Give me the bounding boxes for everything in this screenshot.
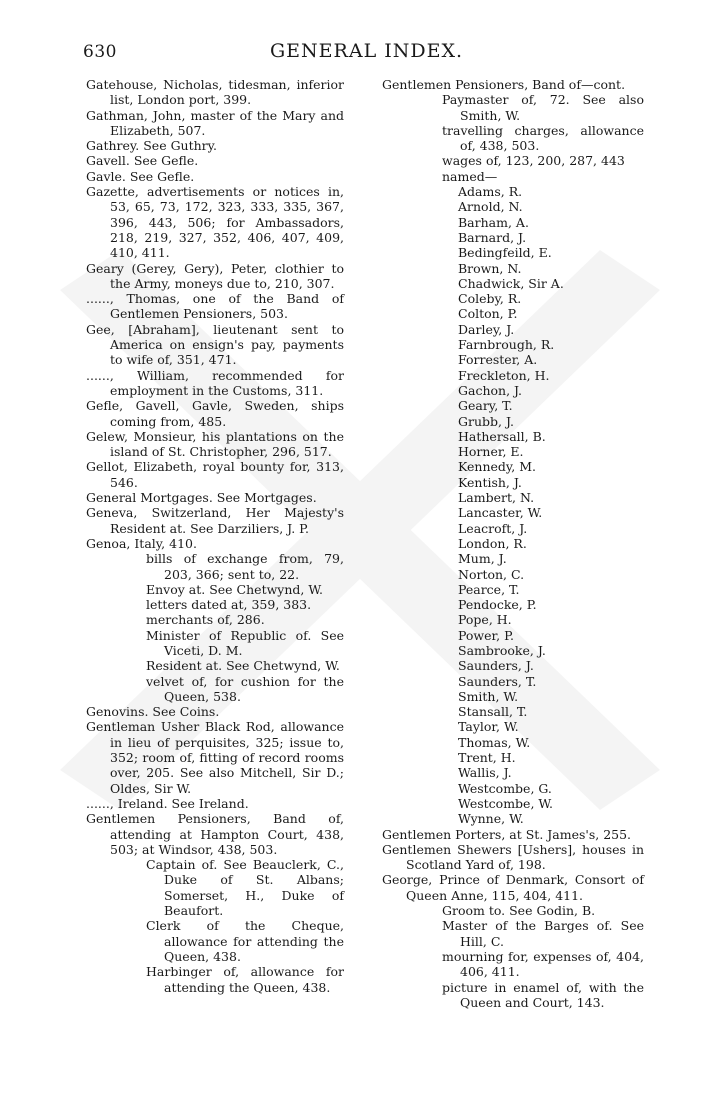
index-entry: wages of, 123, 200, 287, 443 bbox=[442, 153, 625, 169]
page-title: GENERAL INDEX. bbox=[270, 40, 464, 62]
index-entry: Westcombe, G. bbox=[458, 780, 552, 796]
index-entry: Gellot, Elizabeth, royal bounty for, 313, 546. bbox=[86, 459, 344, 490]
index-entry: Thomas, W. bbox=[458, 734, 531, 750]
index-entry: Saunders, J. bbox=[458, 658, 534, 674]
index-entry: Genovins. See Coins. bbox=[86, 704, 220, 720]
index-entry: Paymaster of, 72. See also Smith, W. bbox=[442, 92, 644, 123]
page-number: 630 bbox=[83, 42, 117, 62]
index-entry: Kennedy, M. bbox=[458, 459, 537, 475]
index-entry: ......, Thomas, one of the Band of Gentlemen Pensioners, 503. bbox=[86, 291, 344, 322]
index-entry: Harbinger of, allowance for attending the Queen, 438. bbox=[146, 964, 344, 995]
index-entry: George, Prince of Denmark, Consort of Queen Anne, 115, 404, 411. bbox=[382, 872, 644, 903]
index-entry: Power, P. bbox=[458, 627, 514, 643]
index-entry: travelling charges, allowance of, 438, 503. bbox=[442, 122, 644, 154]
index-entry: Gentlemen Pensioners, Band of, attending at Hampton Court, 438, 503; at Windsor, 438, 503. bbox=[86, 811, 344, 857]
index-entry: Barham, A. bbox=[458, 214, 529, 230]
index-entry: ......, William, recommended for employment in the Customs, 311. bbox=[86, 367, 344, 398]
index-entry: merchants of, 286. bbox=[146, 612, 265, 628]
index-entry: Westcombe, W. bbox=[458, 795, 554, 811]
index-entry: Gazette, advertisements or notices in, 53, 65, 73, 172, 323, 333, 335, 367, 396, 443, 506; for Ambassadors, 218, 219, 327, 352, 406, 407, 409, 410, 411. bbox=[86, 184, 344, 261]
index-entry: Gee, [Abraham], lieutenant sent to America on ensign's pay, payments to wife of, 351, 471. bbox=[86, 321, 344, 368]
index-entry: Taylor, W. bbox=[458, 719, 519, 735]
index-entry: Hathersall, B. bbox=[458, 428, 546, 444]
index-entry: Forrester, A. bbox=[458, 352, 538, 368]
index-entry: Farnbrough, R. bbox=[458, 337, 555, 353]
index-entry: bills of exchange from, 79, 203, 366; sent to, 22. bbox=[146, 551, 344, 582]
index-entry: Trent, H. bbox=[458, 750, 516, 766]
index-entry: picture in enamel of, with the Queen and Court, 143. bbox=[442, 979, 644, 1010]
index-entry: velvet of, for cushion for the Queen, 538. bbox=[146, 673, 344, 704]
right-column bbox=[382, 77, 644, 1010]
index-entry: Sambrooke, J. bbox=[458, 642, 546, 658]
index-entry: Smith, W. bbox=[458, 688, 519, 704]
index-entry: Mum, J. bbox=[458, 551, 507, 567]
index-entry: Geary, T. bbox=[458, 398, 513, 414]
index-entry: Gentleman Usher Black Rod, allowance in lieu of perquisites, 325; issue to, 352; room of, fitting of record rooms over, 205. See also Mitchell, Sir D.; Oldes, Sir W. bbox=[86, 719, 344, 796]
index-entry: Geary (Gerey, Gery), Peter, clothier to the Army, moneys due to, 210, 307. bbox=[86, 260, 344, 291]
index-entry: mourning for, expenses of, 404, 406, 411. bbox=[442, 948, 644, 980]
index-entry: Darley, J. bbox=[458, 321, 515, 337]
index-entry: Freckleton, H. bbox=[458, 367, 550, 383]
index-entry: Genoa, Italy, 410. bbox=[86, 535, 197, 551]
index-entry: Lambert, N. bbox=[458, 490, 535, 506]
index-entry: General Mortgages. See Mortgages. bbox=[86, 490, 317, 506]
index-entry: Saunders, T. bbox=[458, 673, 537, 689]
index-entry: Gelew, Monsieur, his plantations on the island of St. Christopher, 296, 517. bbox=[86, 428, 344, 460]
index-entry: ......, Ireland. See Ireland. bbox=[86, 795, 249, 811]
index-entry: Gathman, John, master of the Mary and Elizabeth, 507. bbox=[86, 107, 344, 138]
index-entry: Grubb, J. bbox=[458, 413, 514, 429]
left-column bbox=[86, 77, 344, 995]
index-entry: London, R. bbox=[458, 535, 527, 551]
index-entry: Master of the Barges of. See Hill, C. bbox=[442, 918, 644, 949]
index-entry: Wynne, W. bbox=[458, 811, 524, 827]
index-entry: Lancaster, W. bbox=[458, 505, 543, 521]
index-entry: Gachon, J. bbox=[458, 382, 523, 398]
index-entry: Stansall, T. bbox=[458, 704, 528, 720]
index-entry: Adams, R. bbox=[458, 184, 523, 200]
index-entry: Horner, E. bbox=[458, 444, 524, 460]
index-entry: Colton, P. bbox=[458, 306, 518, 322]
index-entry: Gentlemen Shewers [Ushers], houses in Scotland Yard of, 198. bbox=[382, 841, 644, 873]
index-entry: Norton, C. bbox=[458, 566, 525, 582]
index-entry: Chadwick, Sir A. bbox=[458, 275, 564, 291]
index-entry: Pearce, T. bbox=[458, 581, 520, 597]
index-entry: Kentish, J. bbox=[458, 474, 522, 490]
index-entry: Arnold, N. bbox=[458, 199, 523, 215]
index-entry: Gavle. See Gefle. bbox=[86, 168, 195, 184]
index-entry: Leacroft, J. bbox=[458, 520, 528, 536]
index-entry: Gathrey. See Guthry. bbox=[86, 138, 218, 154]
index-entry: Gentlemen Pensioners, Band of—cont. bbox=[382, 77, 626, 92]
index-entry: Pope, H. bbox=[458, 612, 512, 628]
index-entry: Wallis, J. bbox=[458, 765, 512, 781]
index-entry: Groom to. See Godin, B. bbox=[442, 903, 596, 919]
index-entry: Barnard, J. bbox=[458, 229, 527, 245]
index-entry: Gentlemen Porters, at St. James's, 255. bbox=[382, 826, 632, 842]
index-entry: Gatehouse, Nicholas, tidesman, inferior list, London port, 399. bbox=[86, 77, 344, 108]
index-entry: Gavell. See Gefle. bbox=[86, 153, 199, 169]
index-entry: Clerk of the Cheque, allowance for attending the Queen, 438. bbox=[146, 918, 344, 964]
index-entry: Resident at. See Chetwynd, W. bbox=[146, 658, 340, 674]
index-entry: Coleby, R. bbox=[458, 291, 522, 307]
index-entry: Geneva, Switzerland, Her Majesty's Resident at. See Darziliers, J. P. bbox=[86, 505, 344, 536]
index-entry: Gefle, Gavell, Gavle, Sweden, ships coming from, 485. bbox=[86, 398, 344, 429]
index-entry: Captain of. See Beauclerk, C., Duke of St. Albans; Somerset, H., Duke of Beaufort. bbox=[146, 857, 344, 919]
index-entry: Brown, N. bbox=[458, 260, 522, 276]
index-entry: letters dated at, 359, 383. bbox=[146, 597, 312, 613]
index-entry: Pendocke, P. bbox=[458, 597, 537, 613]
index-entry: named— bbox=[442, 168, 498, 184]
index-entry: Minister of Republic of. See Viceti, D. M. bbox=[146, 627, 344, 658]
index-entry: Envoy at. See Chetwynd, W. bbox=[146, 581, 323, 597]
index-entry: Bedingfeild, E. bbox=[458, 245, 552, 261]
